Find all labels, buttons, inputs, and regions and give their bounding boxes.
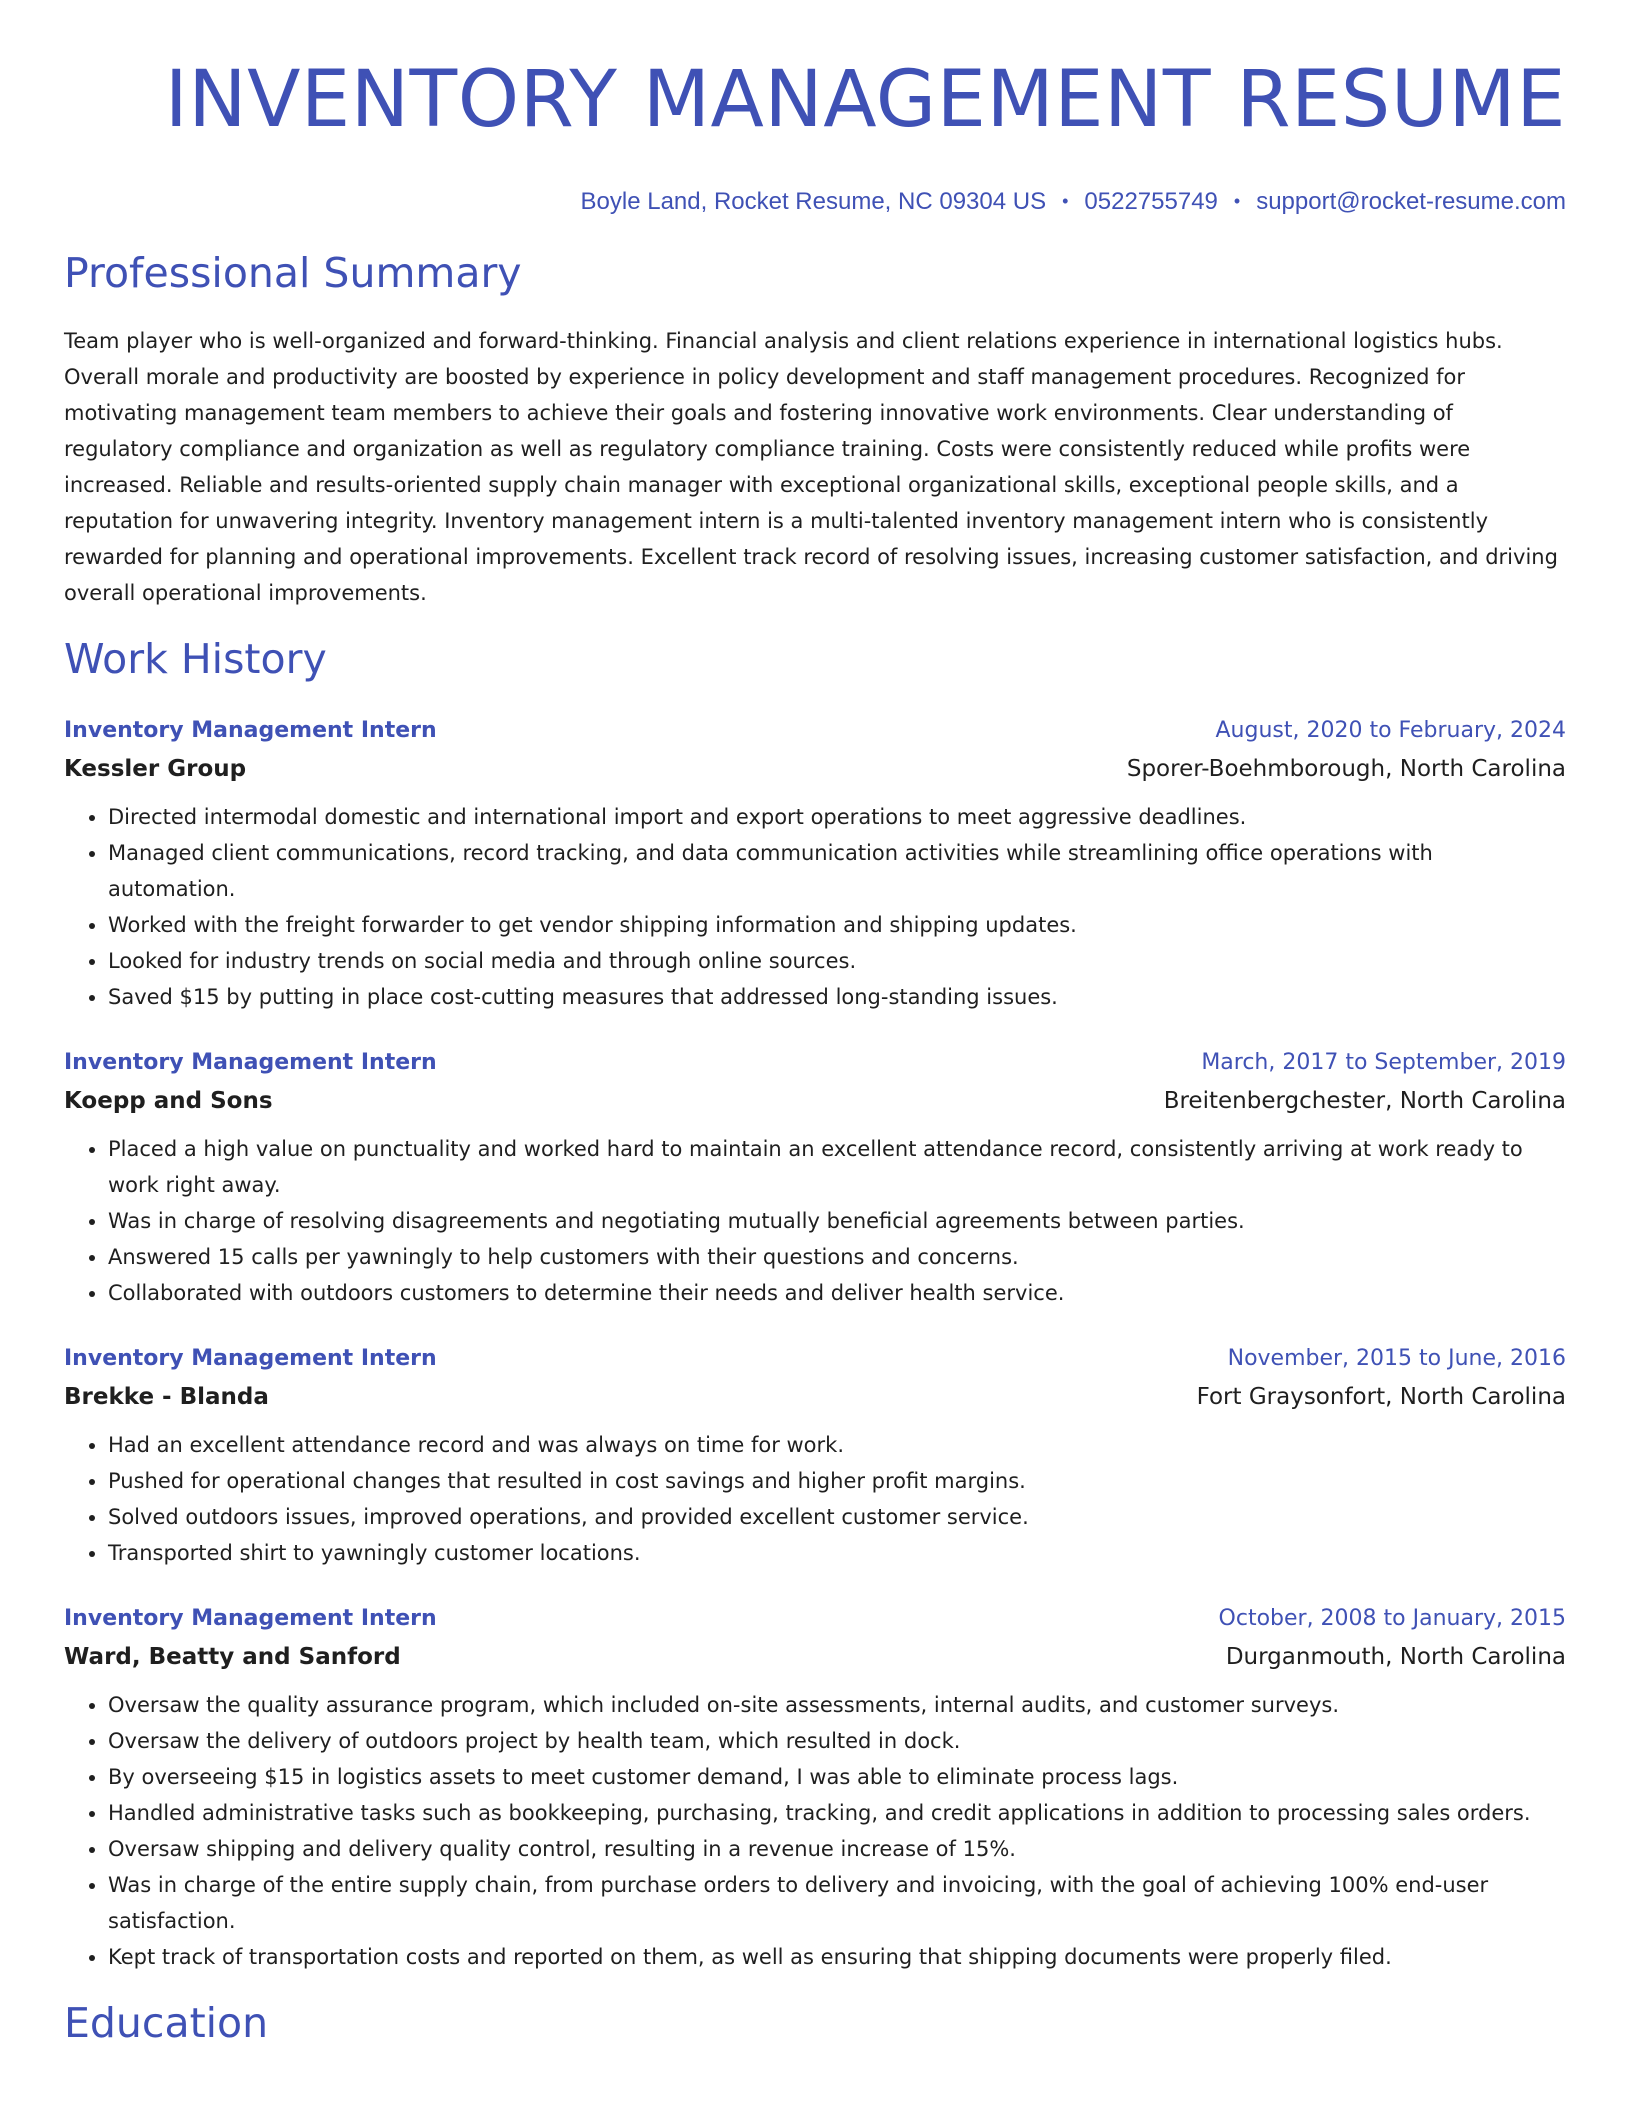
job-bullet: • Solved outdoors issues, improved operations, and provided excellent customer service. [108, 1499, 1566, 1535]
job-title-row [64, 1045, 1566, 1081]
job-bullet: • Collaborated with outdoors customers to determine their needs and deliver health service. [108, 1275, 1566, 1311]
job-location: Fort Graysonfort, North Carolina [1196, 1384, 1566, 1410]
job-bullet: • Looked for industry trends on social media and through online sources. [108, 943, 1566, 979]
job-dates: August, 2020 to February, 2024 [1215, 718, 1566, 743]
contact-separator: • [1233, 191, 1241, 211]
job-title-row [64, 1341, 1566, 1377]
job-list [64, 713, 1566, 1975]
job-title: Inventory Management Intern [64, 1050, 437, 1075]
job-company-row [64, 749, 1566, 789]
job-bullet: • Kept track of transportation costs and reported on them, as well as ensuring that shipping documents were properly filed. [108, 1939, 1566, 1975]
job-bullet: • Oversaw the delivery of outdoors project by health team, which resulted in dock. [108, 1723, 1566, 1759]
summary-paragraph: Team player who is well-organized and forward-thinking. Financial analysis and client relations experience in international logistics hubs. Overall morale and productivity are boosted by experience in policy development and staff management procedures. Recognized for motivating management team members to achieve their goals and fostering innovative work environments. Clear understanding of regulatory compliance and organization as well as regulatory compliance training. Costs were consistently reduced while profits were increased. Reliable and results-oriented supply chain manager with exceptional organizational skills, exceptional people skills, and a reputation for unwavering integrity. Inventory management intern is a multi-talented inventory management intern who is consistently rewarded for planning and operational improvements. Excellent track record of resolving issues, increasing customer satisfaction, and driving overall operational improvements. [64, 329, 1558, 605]
job-bullet: • Was in charge of the entire supply chain, from purchase orders to delivery and invoicing, with the goal of achieving 100% end-user satisfaction. [108, 1867, 1566, 1939]
job-entry [64, 1601, 1566, 1975]
contact-separator: • [1062, 191, 1069, 211]
job-bullet: • Oversaw shipping and delivery quality control, resulting in a revenue increase of 15%. [108, 1831, 1566, 1867]
contact-phone: 0522755749 [1084, 188, 1218, 215]
job-title: Inventory Management Intern [64, 1606, 437, 1631]
job-company: Kessler Group [64, 756, 247, 782]
job-bullet-list [64, 1687, 1566, 1975]
job-company: Koepp and Sons [64, 1088, 273, 1114]
job-bullet: • Handled administrative tasks such as bookkeeping, purchasing, tracking, and credit applications in addition to processing sales orders. [108, 1795, 1566, 1831]
job-bullet: • Managed client communications, record tracking, and data communication activities while streamlining office operations with automation. [108, 835, 1566, 907]
job-company-row [64, 1377, 1566, 1417]
job-location: Breitenbergchester, North Carolina [1163, 1088, 1566, 1114]
job-bullet: • Saved $15 by putting in place cost-cutting measures that addressed long-standing issues. [108, 979, 1566, 1015]
job-bullet: • Had an excellent attendance record and was always on time for work. [108, 1427, 1566, 1463]
job-bullet: • Directed intermodal domestic and international import and export operations to meet aggressive deadlines. [108, 799, 1566, 835]
resume-page [64, 0, 1566, 2049]
job-title-row [64, 1601, 1566, 1637]
job-location: Durganmouth, North Carolina [1225, 1644, 1566, 1670]
job-bullet-list [64, 1427, 1566, 1571]
resume-title: INVENTORY MANAGEMENT RESUME [164, 55, 1566, 145]
job-bullet: • Worked with the freight forwarder to get vendor shipping information and shipping updates. [108, 907, 1566, 943]
job-location: Sporer-Boehmborough, North Carolina [1126, 756, 1566, 782]
job-title-row [64, 713, 1566, 749]
job-company-row [64, 1637, 1566, 1677]
section-heading-education: Education [64, 1999, 269, 2047]
job-company: Ward, Beatty and Sanford [64, 1644, 401, 1670]
contact-line [64, 186, 1566, 217]
job-bullet-list [64, 799, 1566, 1015]
contact-address: Boyle Land, Rocket Resume, NC 09304 US [580, 188, 1047, 215]
job-title: Inventory Management Intern [64, 1346, 437, 1371]
job-bullet: • Was in charge of resolving disagreements and negotiating mutually beneficial agreements between parties. [108, 1203, 1566, 1239]
job-bullet: • Transported shirt to yawningly customer locations. [108, 1535, 1566, 1571]
section-heading-summary: Professional Summary [64, 249, 522, 297]
job-bullet: • By overseeing $15 in logistics assets to meet customer demand, I was able to eliminate process lags. [108, 1759, 1566, 1795]
job-entry [64, 1045, 1566, 1311]
job-bullet: • Oversaw the quality assurance program, which included on-site assessments, internal audits, and customer surveys. [108, 1687, 1566, 1723]
contact-email[interactable]: support@rocket-resume.com [1256, 188, 1566, 215]
job-title: Inventory Management Intern [64, 718, 437, 743]
section-heading-work-history: Work History [64, 635, 327, 683]
job-bullet: • Pushed for operational changes that resulted in cost savings and higher profit margins. [108, 1463, 1566, 1499]
job-dates: November, 2015 to June, 2016 [1227, 1346, 1566, 1371]
job-bullet: • Answered 15 calls per yawningly to help customers with their questions and concerns. [108, 1239, 1566, 1275]
job-dates: October, 2008 to January, 2015 [1218, 1606, 1566, 1631]
job-company: Brekke - Blanda [64, 1384, 269, 1410]
job-dates: March, 2017 to September, 2019 [1201, 1050, 1566, 1075]
job-company-row [64, 1081, 1566, 1121]
job-entry [64, 713, 1566, 1015]
job-entry [64, 1341, 1566, 1571]
job-bullet: • Placed a high value on punctuality and worked hard to maintain an excellent attendance record, consistently arriving at work ready to work right away. [108, 1131, 1566, 1203]
job-bullet-list [64, 1131, 1566, 1311]
